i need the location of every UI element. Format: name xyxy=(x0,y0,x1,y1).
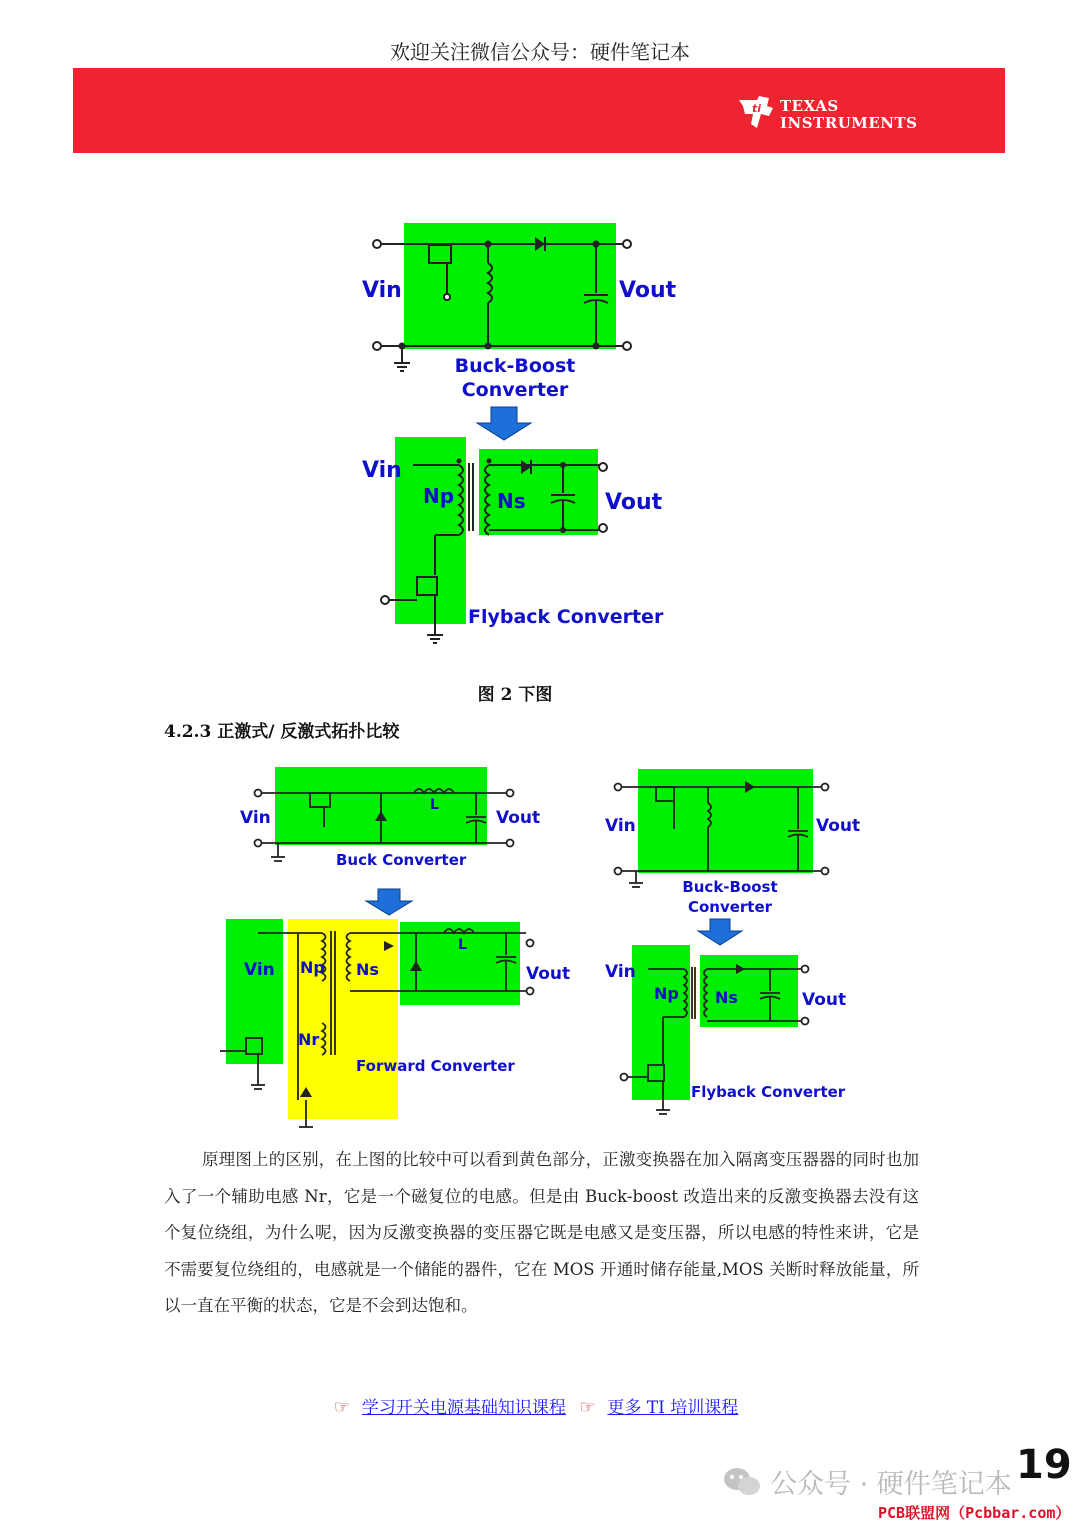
right-bb-vin-label: Vin xyxy=(605,816,636,836)
forward-yellow-block xyxy=(288,919,398,1119)
source-watermark: PCB联盟网（Pcbbar.com） xyxy=(878,1504,1071,1522)
forward-vout-label: Vout xyxy=(526,964,571,984)
paragraph-text: 原理图上的区别，在上图的比较中可以看到黄色部分，正激变换器在加入隔离变压器器的同时也加入了一个辅助电感 Nr，它是一个磁复位的电感。但是由 Buck-boost 改造出来的反激变换器去没有这个复位绕组，为什么呢，因为反激变换器的变压器它既是电感又是变压器，所以电感的特性来讲，它是不需要复位绕组的，电感就是一个储能的器件，它在 MOS 开通时储存能量,MOS 关断时释放能量，所以一直在平衡的状态，它是不会到达饱和。 xyxy=(164,1150,919,1316)
right-bb-vout-label: Vout xyxy=(816,816,861,836)
buckboost-green-block xyxy=(404,223,616,349)
pointing-hand-icon: ☞ xyxy=(579,1397,596,1418)
body-paragraph xyxy=(164,1142,919,1325)
ti-logo-icon xyxy=(735,94,777,130)
buck-label: Buck Converter xyxy=(336,851,467,869)
right-fly-vout-label: Vout xyxy=(802,990,847,1010)
buck-l-label: L xyxy=(430,797,439,813)
right-bb-line1: Buck-Boost xyxy=(682,878,778,896)
ti-logo-line2: INSTRUMENTS xyxy=(780,114,918,132)
wechat-icon xyxy=(722,1466,762,1498)
page-number: 19 xyxy=(1016,1442,1072,1488)
right-down-arrow-icon xyxy=(698,919,742,945)
section-heading: 4.2.3 正激式/ 反激式拓扑比较 xyxy=(164,722,400,742)
basic-course-link[interactable]: 学习开关电源基础知识课程 xyxy=(361,1398,566,1418)
right-fly-vin-label: Vin xyxy=(605,962,636,982)
forward-nr-label: Nr xyxy=(298,1030,320,1049)
watermark-text: 公众号 · 硬件笔记本 xyxy=(770,1469,1012,1500)
pointing-hand-icon: ☞ xyxy=(333,1397,350,1418)
right-buckboost-block xyxy=(638,769,813,873)
ti-logo-line1: TEXAS xyxy=(780,97,839,115)
svg-text:ti: ti xyxy=(752,102,762,115)
more-ti-course-link[interactable]: 更多 TI 培训课程 xyxy=(607,1398,739,1418)
figure-buckboost-to-flyback xyxy=(355,215,685,655)
forward-vin-label: Vin xyxy=(244,960,275,980)
right-bb-line2: Converter xyxy=(687,898,773,916)
course-links xyxy=(0,1393,1080,1418)
forward-np-label: Np xyxy=(300,958,325,977)
buck-vout-label: Vout xyxy=(496,808,541,828)
right-fly-label: Flyback Converter xyxy=(691,1083,846,1101)
forward-l-label: L xyxy=(458,937,467,953)
fig1-ns-label: Ns xyxy=(497,489,526,513)
forward-secondary-block xyxy=(400,922,520,1005)
fig1-np-label: Np xyxy=(423,484,455,508)
figure-forward-vs-flyback xyxy=(218,755,863,1140)
fig1-flyback-label: Flyback Converter xyxy=(468,606,664,628)
fig1-flyback-vin-label: Vin xyxy=(362,458,402,483)
right-fly-ns-label: Ns xyxy=(715,988,738,1007)
fig1-flyback-vout-label: Vout xyxy=(605,490,663,515)
buck-vin-label: Vin xyxy=(240,808,271,828)
forward-primary-block xyxy=(226,919,283,1064)
fig1-buckboost-line1: Buck-Boost xyxy=(454,355,576,377)
fig1-vin-label: Vin xyxy=(362,278,402,303)
fig1-vout-label: Vout xyxy=(619,278,677,303)
right-fly-np-label: Np xyxy=(654,984,679,1003)
left-down-arrow-icon xyxy=(366,889,412,915)
fig1-buckboost-line2: Converter xyxy=(461,379,569,401)
ti-logo-text xyxy=(780,98,918,132)
forward-label: Forward Converter xyxy=(356,1057,515,1075)
figure-caption: 图 2 下图 xyxy=(477,685,553,705)
down-arrow-icon xyxy=(477,407,531,440)
page-header-title: 欢迎关注微信公众号：硬件笔记本 xyxy=(390,40,690,64)
forward-ns-label: Ns xyxy=(356,960,379,979)
